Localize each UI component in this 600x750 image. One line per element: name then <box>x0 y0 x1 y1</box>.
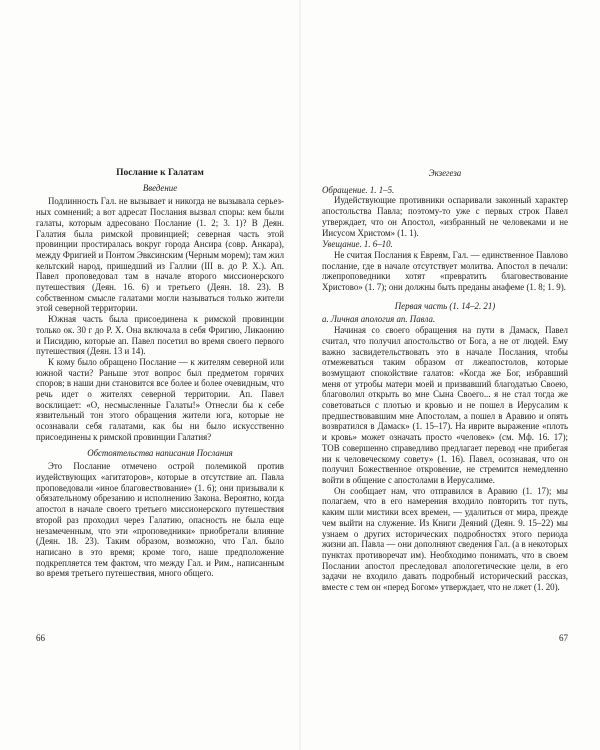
apology-heading: а. Личная апология ап. Павла. <box>322 314 436 325</box>
apology-paragraph: Начиная со своего обращения на пути в Дамаск, Павел считал, что получил апостольство от Бога, а не от людей. Ему важно засвидетельствовать это в начале Послания, чтобы отмежеваться таким образом от лжеапостолов, которые возмущают спокойствие галатов: «Когда же Бог, избравший меня от утробы матери моей и призвавший благодатью Своею, благоволил открыть во мне Сына Своего... я не стал тогда же советоваться с плотью и кровью и не пошел в Иерусалим к предшествовавшим мне Апостолам, а пошел в Аравию и опять возвратился в Дамаск» (1. 15–17). На иврите выражение «плоть и кровь» может означать просто «человек» (см. Мф. 16. 17); ТОВ совершенно справедливо предлагает перевод «не прибегая ни к человеческому совету» (1. 16). Павел, осознавая, что он получил Божественное откровение, не стремится немедленно войти в общение с апостолами в Иерусалиме. <box>322 325 568 485</box>
page-number-right: 67 <box>559 633 568 644</box>
section-label: Увещание. 1. 6–10. <box>322 239 393 250</box>
section-label: Обращение. 1. 1–5. <box>322 184 395 195</box>
circumstances-paragraph: Это Послание отмечено острой полемикой против иудействующих «агитаторов», которые в отсутствие ап. Павла проповедовали «иное благовествование» (1. 6); они призывали к обязательному обрезанию и исполнению Закона. Вероятно, когда апостол в начале своего третьего миссионерского путешествия второй раз проходил через Галатию, опасность не была еще незамеченным, что эти «проповедники» приобретали влияние (Деян. 18. 23). Таким образом, возможно, что Гал. было написано в это время; кроме того, наше предположение подкрепляется тем фактом, что между Гал. и Рим., написанным во время третьего путешествия, много общего. <box>36 461 284 579</box>
section-paragraph: Не считая Послания к Евреям, Гал. — единственное Павлово послание, где в начале отсутствует молитва. Апостол в печали: лжепроповедники хотят «превратить благовествование Христово» (1. 7); они должны быть преданы анафеме (1. 8; 1. 9). <box>322 249 568 293</box>
intro-heading: Введение <box>142 182 178 193</box>
intro-paragraph: Подлинность Гал. не вызывает и никогда не вызывала серьезных сомнений; а вот адресат Послания вызвал споры: кем были галаты, которым адресовано Послание (1. 2; 3. 1)? В Деян. Галатия была римской провинцией; северная часть этой провинции простиралась вокруг города Ансира (совр. Анкара), между Фригией и Понтом Эвксинским (Черным морем); там жил кельтский народ, пришедший из Галлии (III в. до Р. Х.). Ап. Павел проповедовал там в начале второго миссионерского путешествия (Деян. 16. 6) и третьего (Деян. 18. 23). В собственном смысле галатами могли называться только жители этой северной территории. <box>36 196 284 314</box>
intro-paragraph: К кому было обращено Послание — к жителям северной или южной части? Раньше этот вопрос был предметом горячих споров; в наши дни становится все более и более очевидным, что речь идет о жителях северной территории. Ап. Павел восклицает: «О, несмысленные Галаты!» Отнесли бы к себе язвительный тон этого обращения жители юга, которые не осознавали себя галатами, как бы ни было искусственно присоединены к римской провинции Галатия? <box>36 356 284 442</box>
section-paragraph: Иудействующие противники оспаривали законный характер апостольства Павла; поэтому-то уже с первых строк Павел утверждает, что он Апостол, «избранный не человеками и не Иисусом Христом» (1. 1). <box>322 195 568 238</box>
circumstances-heading: Обстоятельства написания Послания <box>87 447 233 458</box>
apology-paragraph: Он сообщает нам, что отправился в Аравию (1. 17); мы полагаем, что в его намерения входило повторить тот путь, каким шли мистики всех времен, — удалиться от мира, прежде чем выйти на служение. Из Книги Деяний (Деян. 9. 15–22) мы узнаем о других исторических подробностях этого периода жизни ап. Павла — они дополняют сведения Гал. (а в некоторых пунктах противоречат им). Необходимо понимать, что в своем Послании апостол преследовал апологетические цели, в его задачи не входило давать подробный исторический рассказ, вместе с тем он «перед Богом» утверждает, что не лжет (1. 20). <box>322 485 568 593</box>
intro-paragraph: Южная часть была присоединена к римской провинции только ок. 30 г до Р. Х. Она включала в себя Фригию, Ликаонию и Писидию, которые ап. Павел посетил во время своего первого путешествия (Деян. 13 и 14). <box>36 314 284 357</box>
chapter-title: Послание к Галатам <box>116 168 204 178</box>
part-heading: Первая часть (1. 14–2. 21) <box>394 300 496 311</box>
right-page <box>300 0 600 750</box>
running-head: Экзегеза <box>428 168 462 178</box>
page-number-left: 66 <box>36 633 45 644</box>
